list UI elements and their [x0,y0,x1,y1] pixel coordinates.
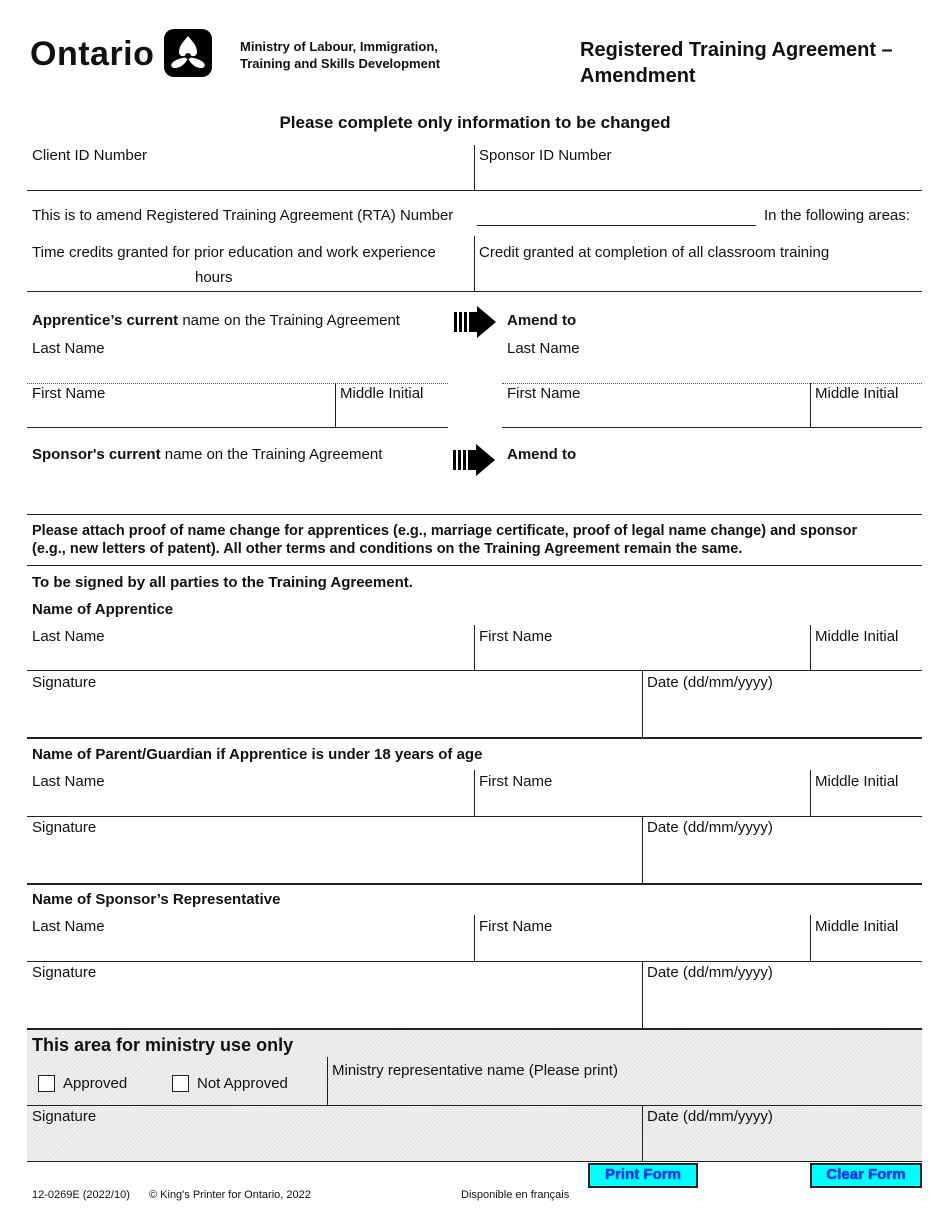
sponsor-rep-signatory-heading: Name of Sponsor’s Representative [32,891,281,908]
form-number: 12-0269E (2022/10) [32,1189,130,1201]
ministry-date-label: Date (dd/mm/yyyy) [647,1108,773,1125]
ministry-name-line1: Ministry of Labour, Immigration, [240,39,438,54]
areas-label: In the following areas: [764,207,910,224]
time-credits-input[interactable] [32,267,190,287]
apprentice-current-last-name-input[interactable] [32,359,446,381]
ministry-signature-area[interactable] [32,1128,636,1158]
client-id-input[interactable] [32,166,462,188]
arrow-right-icon [453,306,497,338]
classroom-credit-input[interactable] [479,266,909,288]
apprentice-date-input[interactable] [647,700,917,722]
guardian-first-name-input[interactable] [479,791,805,813]
apprentice-sig-first-name-input[interactable] [479,646,805,668]
form-title-line1: Registered Training Agreement – [580,39,893,61]
notice-line2: (e.g., new letters of patent). All other terms and conditions on the Training Agreement remain the same. [32,541,743,557]
guardian-last-name-input[interactable] [32,791,468,813]
sponsor-rep-first-name-label: First Name [479,918,553,935]
logo-wordmark: Ontario [30,35,155,73]
guardian-date-input[interactable] [647,846,917,868]
sponsor-amend-to-label: Amend to [507,446,577,463]
sponsor-rep-date-input[interactable] [647,991,917,1013]
apprentice-current-last-name-label: Last Name [32,340,105,357]
classroom-credit-label: Credit granted at completion of all classroom training [479,244,830,261]
arrow-right-icon [452,444,496,476]
copyright: © King's Printer for Ontario, 2022 [149,1189,311,1201]
print-form-button[interactable]: Print Form [588,1163,698,1188]
ministry-rep-name-input[interactable] [332,1082,917,1104]
apprentice-new-first-name-label: First Name [507,385,581,402]
apprentice-date-label: Date (dd/mm/yyyy) [647,674,773,691]
apprentice-current-middle-initial-label: Middle Initial [340,385,424,402]
sponsor-id-input[interactable] [479,166,909,188]
clear-form-button[interactable]: Clear Form [810,1163,922,1188]
guardian-middle-initial-input[interactable] [815,791,919,813]
apprentice-current-middle-initial-input[interactable] [340,404,444,426]
apprentice-new-last-name-input[interactable] [507,359,919,381]
apprentice-new-last-name-label: Last Name [507,340,580,357]
sponsor-id-label: Sponsor ID Number [479,147,612,164]
ontario-logo [30,28,215,78]
ministry-date-input[interactable] [647,1132,917,1154]
apprentice-signatory-heading: Name of Apprentice [32,601,174,618]
signatures-intro: To be signed by all parties to the Training Agreement. [32,574,413,591]
sponsor-rep-last-name-input[interactable] [32,936,468,958]
form-title-line2: Amendment [580,65,696,87]
apprentice-sig-middle-initial-input[interactable] [815,646,919,668]
guardian-signature-label: Signature [32,819,97,836]
time-credits-label: Time credits granted for prior education and work experience [32,244,436,261]
sponsor-rep-last-name-label: Last Name [32,918,105,935]
sponsor-rep-first-name-input[interactable] [479,936,805,958]
french-availability: Disponible en français [461,1189,570,1201]
ministry-name-line2: Training and Skills Development [240,56,441,71]
guardian-signature-area[interactable] [32,840,636,880]
ministry-heading: This area for ministry use only [32,1035,294,1055]
apprentice-sig-middle-initial-label: Middle Initial [815,628,899,645]
apprentice-amend-to-label: Amend to [507,312,577,329]
notice-line1: Please attach proof of name change for apprentices (e.g., marriage certificate, proof of legal name change) and sponsor [32,523,858,539]
sponsor-current-heading: Sponsor's current name on the Training Agreement [32,446,383,463]
sponsor-rep-date-label: Date (dd/mm/yyyy) [647,964,773,981]
apprentice-new-middle-initial-input[interactable] [815,404,919,426]
trillium-icon [163,28,213,78]
apprentice-signature-area[interactable] [32,694,636,734]
rta-number-label: This is to amend Registered Training Agreement (RTA) Number [32,207,454,224]
ministry-rep-name-label: Ministry representative name (Please print) [332,1062,618,1079]
approved-label: Approved [63,1075,128,1092]
sponsor-rep-signature-area[interactable] [32,985,636,1025]
not-approved-checkbox[interactable] [172,1075,189,1092]
apprentice-current-heading: Apprentice’s current name on the Training Agreement [32,312,400,329]
guardian-date-label: Date (dd/mm/yyyy) [647,819,773,836]
guardian-last-name-label: Last Name [32,773,105,790]
hours-label: hours [195,269,233,286]
guardian-first-name-label: First Name [479,773,553,790]
client-id-label: Client ID Number [32,147,148,164]
sponsor-rep-signature-label: Signature [32,964,97,981]
not-approved-label: Not Approved [197,1075,288,1092]
apprentice-current-first-name-input[interactable] [32,404,330,426]
apprentice-sig-last-name-input[interactable] [32,646,468,668]
apprentice-signature-label: Signature [32,674,97,691]
rta-number-input[interactable] [477,203,755,225]
apprentice-sig-last-name-label: Last Name [32,628,105,645]
approved-checkbox[interactable] [38,1075,55,1092]
apprentice-sig-first-name-label: First Name [479,628,553,645]
page-subtitle: Please complete only information to be changed [279,113,671,132]
apprentice-new-middle-initial-label: Middle Initial [815,385,899,402]
sponsor-rep-middle-initial-label: Middle Initial [815,918,899,935]
sponsor-new-name-input[interactable] [507,470,919,492]
ministry-signature-label: Signature [32,1108,97,1125]
guardian-signatory-heading: Name of Parent/Guardian if Apprentice is under 18 years of age [32,746,483,763]
guardian-middle-initial-label: Middle Initial [815,773,899,790]
sponsor-rep-middle-initial-input[interactable] [815,936,919,958]
sponsor-current-name-input[interactable] [32,470,446,492]
apprentice-new-first-name-input[interactable] [507,404,805,426]
apprentice-current-first-name-label: First Name [32,385,106,402]
